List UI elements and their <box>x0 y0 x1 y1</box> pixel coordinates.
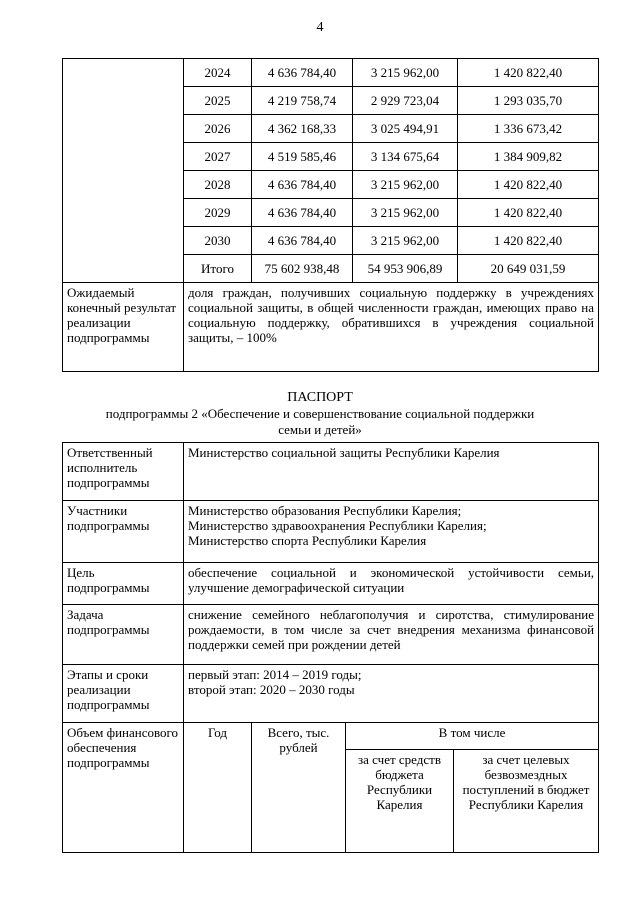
targeted-cell: 1 420 822,40 <box>458 171 599 199</box>
passport-title: ПАСПОРТ <box>287 390 353 405</box>
budget-cell: 3 215 962,00 <box>353 199 458 227</box>
passport-label: Участники подпрограммы <box>63 501 184 563</box>
expected-result-label: Ожидаемый конечный результат реализации подпрограммы <box>63 283 184 372</box>
year-cell: 2030 <box>184 227 252 255</box>
expected-result-value: доля граждан, получивших социальную поддержку в учреждениях социальной защиты, в общей численности граждан, имеющих право на социальную поддержку, обратившихся в учреждения социальной защиты, – 100% <box>184 283 599 372</box>
budget-cell: 3 134 675,64 <box>353 143 458 171</box>
targeted-cell: 20 649 031,59 <box>458 255 599 283</box>
budget-header: за счет средств бюджета Республики Карелия <box>346 750 454 853</box>
year-cell: 2029 <box>184 199 252 227</box>
year-cell: 2025 <box>184 87 252 115</box>
passport-value: первый этап: 2014 – 2019 годы; второй этап: 2020 – 2030 годы <box>184 665 599 723</box>
targeted-cell: 1 293 035,70 <box>458 87 599 115</box>
passport-label: Цель подпрограммы <box>63 563 184 605</box>
budget-cell: 3 215 962,00 <box>353 227 458 255</box>
year-header: Год <box>184 723 252 853</box>
passport-value: снижение семейного неблагополучия и сиротства, стимулирование рождаемости, в том числе за счет внедрения механизма финансовой поддержки семей при рождении детей <box>184 605 599 665</box>
passport-subtitle-1: подпрограммы 2 «Обеспечение и совершенствование социальной поддержки <box>105 406 535 421</box>
expected-result-row <box>63 283 599 372</box>
page-number: 4 <box>316 20 324 35</box>
targeted-cell: 1 420 822,40 <box>458 199 599 227</box>
budget-cell: 3 025 494,91 <box>353 115 458 143</box>
passport-subtitle-2: семьи и детей» <box>278 422 362 437</box>
total-header: Всего, тыс. рублей <box>252 723 346 853</box>
including-header: В том числе <box>346 723 599 750</box>
year-cell: 2028 <box>184 171 252 199</box>
total-cell: 4 362 168,33 <box>252 115 353 143</box>
total-cell: 4 219 758,74 <box>252 87 353 115</box>
targeted-header: за счет целевых безвозмездных поступлений в бюджет Республики Карелия <box>454 750 599 853</box>
budget-cell: 3 215 962,00 <box>353 171 458 199</box>
passport-value: Министерство социальной защиты Республики Карелия <box>184 443 599 501</box>
targeted-cell: 1 384 909,82 <box>458 143 599 171</box>
total-cell: 4 636 784,40 <box>252 199 353 227</box>
passport-label: Задача подпрограммы <box>63 605 184 665</box>
year-cell: Итого <box>184 255 252 283</box>
total-cell: 4 636 784,40 <box>252 59 353 87</box>
empty-label-cell <box>63 59 184 283</box>
year-cell: 2026 <box>184 115 252 143</box>
passport-label: Этапы и сроки реализации подпрограммы <box>63 665 184 723</box>
budget-cell: 3 215 962,00 <box>353 59 458 87</box>
year-cell: 2024 <box>184 59 252 87</box>
passport-label: Ответственный исполнитель подпрограммы <box>63 443 184 501</box>
targeted-cell: 1 420 822,40 <box>458 59 599 87</box>
budget-cell: 54 953 906,89 <box>353 255 458 283</box>
passport-table <box>62 442 599 853</box>
total-cell: 4 636 784,40 <box>252 227 353 255</box>
passport-value: обеспечение социальной и экономической устойчивости семьи, улучшение демографической ситуации <box>184 563 599 605</box>
funding-label: Объем финансового обеспечения подпрограммы <box>63 723 184 853</box>
total-cell: 4 519 585,46 <box>252 143 353 171</box>
total-cell: 4 636 784,40 <box>252 171 353 199</box>
budget-cell: 2 929 723,04 <box>353 87 458 115</box>
year-cell: 2027 <box>184 143 252 171</box>
funding-row <box>63 59 599 87</box>
targeted-cell: 1 420 822,40 <box>458 227 599 255</box>
targeted-cell: 1 336 673,42 <box>458 115 599 143</box>
passport-value: Министерство образования Республики Карелия; Министерство здравоохранения Республики Карелия; Министерство спорта Республики Карелия <box>184 501 599 563</box>
total-cell: 75 602 938,48 <box>252 255 353 283</box>
funding-table <box>62 58 599 372</box>
